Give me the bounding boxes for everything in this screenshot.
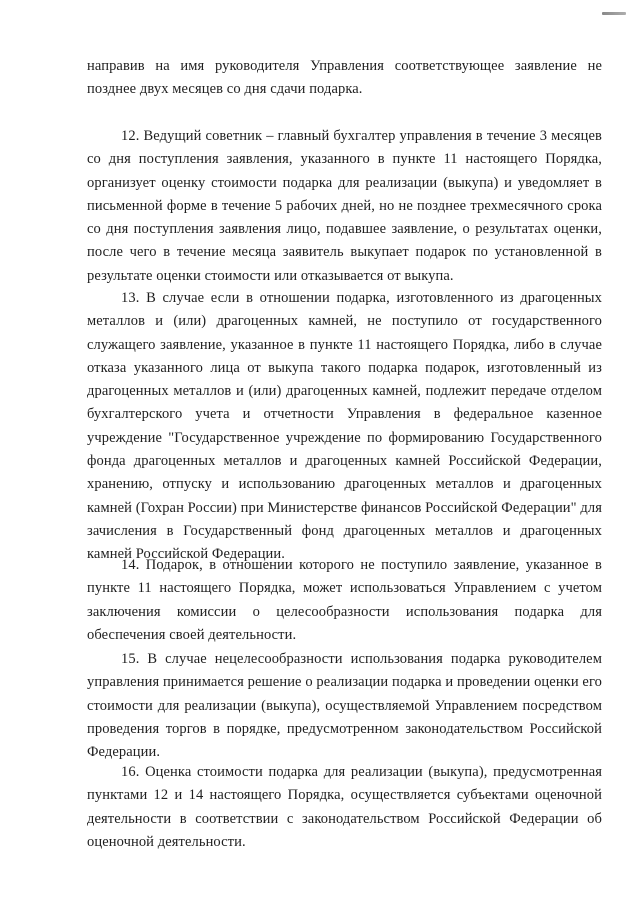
paragraph-16: 16. Оценка стоимости подарка для реализации (выкупа), предусмотренная пунктами 12 и 14 настоящего Порядка, осуществляется субъектами оценочной деятельности в соответствии с законодательством Российской Федерации об оценочной деятельности. — [87, 764, 602, 850]
paragraph-11-continuation: направив на имя руководителя Управления соответствующее заявление не позднее двух месяцев со дня сдачи подарка. — [87, 58, 602, 98]
paragraph-15: 15. В случае нецелесообразности использования подарка руководителем управления принимается решение о реализации подарка и проведении оценки его стоимости для реализации (выкупа), осуществляемой Управлением посредством проведения торгов в порядке, предусмотренном законодательством Российской Федерации. — [87, 651, 602, 761]
paragraph-14: 14. Подарок, в отношении которого не поступило заявление, указанное в пункте 11 настоящего Порядка, может использоваться Управлением с учетом заключения комиссии о целесообразности использования подарка для обеспечения своей деятельности. — [87, 557, 602, 643]
scan-mark — [602, 12, 626, 15]
paragraph-12: 12. Ведущий советник – главный бухгалтер управления в течение 3 месяцев со дня поступления заявления, указанного в пункте 11 настоящего Порядка, организует оценку стоимости подарка для реализации (выкупа) и уведомляет в письменной форме в течение 5 рабочих дней, но не позднее трехмесячного срока со дня поступления заявления лицо, подавшее заявление, о результатах оценки, после чего в течение месяца заявитель выкупает подарок по установленной в результате оценки стоимости или отказывается от выкупа. — [87, 128, 602, 284]
paragraph-13: 13. В случае если в отношении подарка, изготовленного из драгоценных металлов и (или) драгоценных камней, не поступило от государственного служащего заявление, указанное в пункте 11 настоящего Порядка, либо в случае отказа указанного лица от выкупа такого подарка подарок, изготовленный из драгоценных металлов и (или) драгоценных камней, подлежит передаче отделом бухгалтерского учета и отчетности Управления в федеральное казенное учреждение "Государственное учреждение по формированию Государственного фонда драгоценных металлов и драгоценных камней Российской Федерации, хранению, отпуску и использованию драгоценных металлов и драгоценных камней (Гохран России) при Министерстве финансов Российской Федерации" для зачисления в Государственный фонд драгоценных металлов и драгоценных камней Российской Федерации. — [87, 290, 602, 563]
